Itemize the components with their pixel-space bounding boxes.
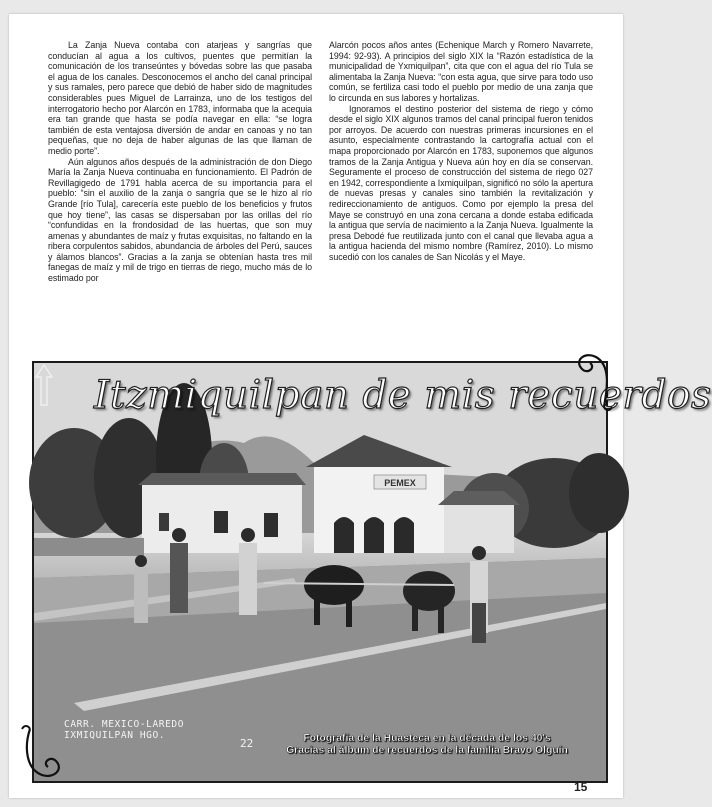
magazine-page [9,14,712,798]
article-paragraph: La Zanja Nueva contaba con atarjeas y sangrías que conducían al agua a los cultivos, puentes que permitían la comunicación de los transeúntes y bóvedas sobre las que pasaba el agua de los canales. Desconocemos el ancho del canal principal y sus ramales, pero parece que debió de haber sido de magnitudes considerables pues Miguel de Larrainza, uno de los testigos del interrogatorio hecho por Alarcón en 1783, informaba que la acequia era tan grande que hasta se podía navegar en ella: “se logra también de esta ventajosa diversión de andar en canoas y no tan pequeñas, que no deja de haber algunas de las que llaman de medio porte”. [48,40,312,156]
article-paragraph: Ignoramos el destino posterior del sistema de riego y cómo desde el siglo XIX algunos tramos del canal principal fueron tenidos por arroyos. De acuerdo con nuestras primeras incursiones en el asunto, especialmente contrastando la cartografía actual con el mapa proporcionado por Alarcón en 1783, suponemos que algunos tramos de la Zanja Antigua y Nueva aún hoy en día se conservan. Seguramente el proceso de construcción del sistema de riego 027 en 1942, correspondiente a Ixmiquilpan, significó no sólo la apertura de nuevas presas y canales sino también la revitalización y redireccionamiento de antiguos. Como por ejemplo la presa del Maye se construyó en una zona cercana a donde estaba edificada la antigua que servía de nacimiento a la Zanja Nueva. Igualmente la presa Debodé fue reutilizada junto con el canal que llevaba agua a la antigua hacienda del mismo nombre (Ramírez, 2010). Lo mismo sucedió con los canales de San Nicolás y el Maye. [329,103,593,262]
page-number: 15 [574,780,588,794]
article-columns [48,40,593,340]
photo-title: Itzmiquilpan de mis recuerdos [94,373,712,418]
article-paragraph: Aún algunos años después de la administración de don Diego María la Zanja Nueva continuaba en funcionamiento. El Padrón de Revillagigedo de 1791 habla acerca de su importancia para el pueblo: “sin el auxilio de la zanja o sangría que se le hizo al río Grande [río Tula], carecería este pueblo de los beneficios y frutos que hoy tiene”, las casas se dispersaban por las orillas del río “confundidas en la frondosidad de las huertas, que son muy amenas y abundantes de maíz y frutas exquisitas, no faltando en la ribera corpulentos sabidos, abundancia de árboles del Perú, sauces y álamos blancos”. Gracias a la zanja se obtenían hasta tres mil fanegas de maíz y mil de trigo en tierras de riego, mucho más de lo estimado por [48,156,312,284]
ornament-swirl-icon [18,725,88,785]
handwritten-line: IXMIQUILPAN HGO. [64,730,166,741]
historic-photo [32,361,712,783]
handwritten-line: CARR. MEXICO-LAREDO [64,719,185,730]
historic-photo-frame [26,355,712,785]
article-left-column [48,40,312,340]
pemex-sign: PEMEX [384,478,416,488]
arrow-up-icon [34,363,54,407]
caption-line: Gracias al álbum de recuerdos de la familia Bravo Olguín [286,745,568,756]
article-paragraph: Alarcón pocos años antes (Echenique March y Romero Navarrete, 1994: 92-93). A principios del siglo XIX la “Razón estadística de la municipalidad de Yxmiquilpan”, cita que con el agua del río Tula se alimentaba la Zanja Nueva: “con esta agua, que sirve para todo uso común, se fertiliza casi todo el pueblo por medio de una zanja que lo circunda en sus labores y hortalizas. [329,40,593,103]
ornament-swirl-icon [556,345,616,415]
article-right-column [329,40,593,340]
photo-caption [260,733,594,757]
photo-number: 22 [240,737,254,750]
caption-line: Fotografía de la Huasteca en la década de los 40's [303,733,551,744]
